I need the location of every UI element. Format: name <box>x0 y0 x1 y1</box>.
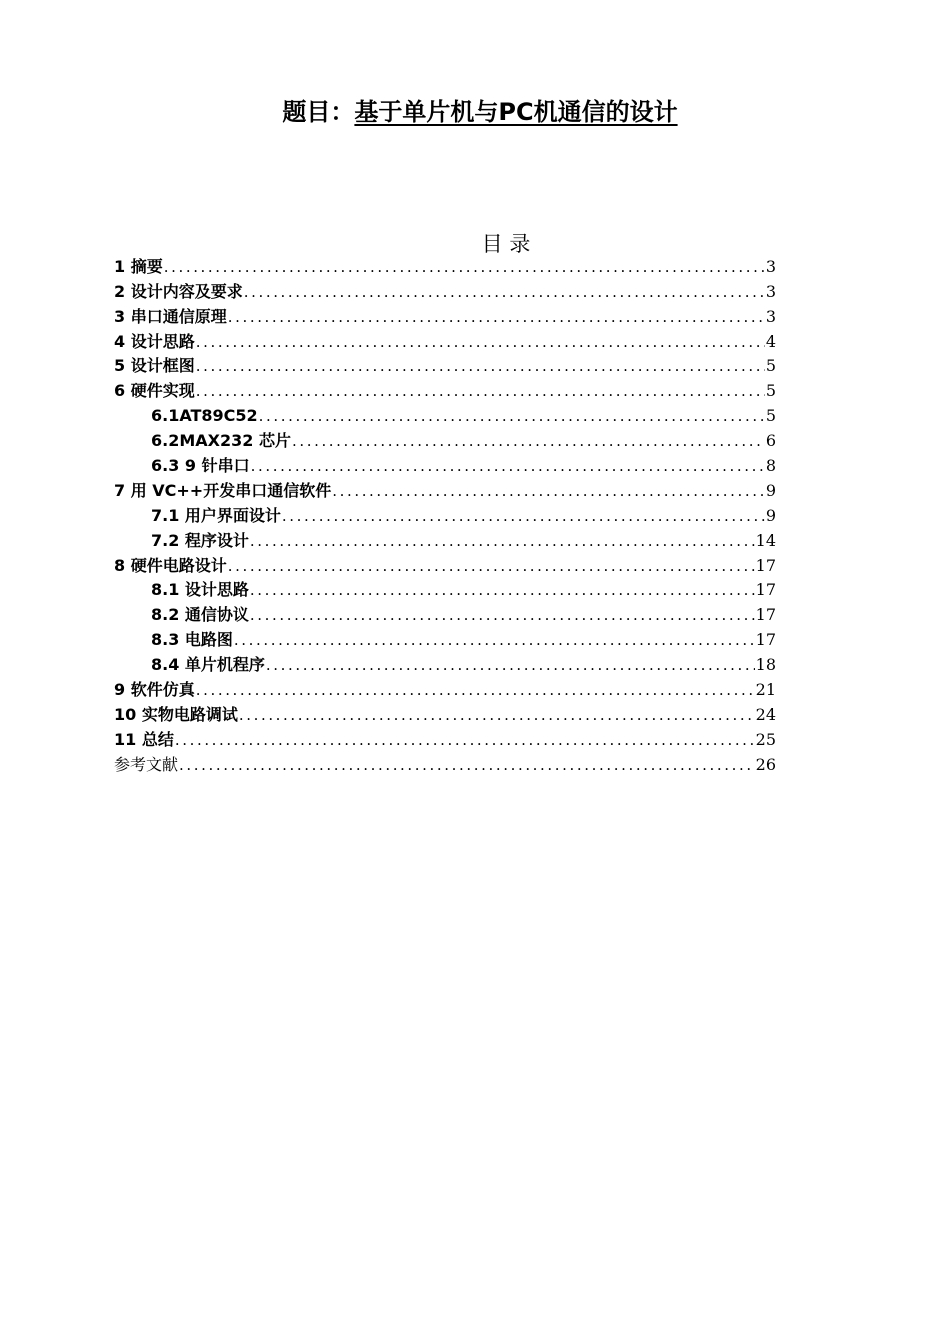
toc-dot-leader <box>228 554 755 578</box>
toc-entry-page: 17 <box>755 605 776 625</box>
toc-entry[interactable] <box>114 279 776 304</box>
toc-entry-label: 8 硬件电路设计 <box>114 555 227 575</box>
toc-entry-page: 3 <box>765 256 776 276</box>
toc-entry[interactable] <box>114 503 776 528</box>
toc-entry-page: 8 <box>765 456 776 476</box>
toc-entry-page: 18 <box>755 655 776 675</box>
toc-dot-leader <box>228 305 765 329</box>
toc-entry[interactable] <box>114 578 776 603</box>
toc-dot-leader <box>239 703 755 727</box>
toc-entry-label: 7 用 VC++开发串口通信软件 <box>114 480 332 500</box>
toc-entry[interactable] <box>114 627 776 652</box>
toc-dot-leader <box>332 479 765 503</box>
toc-entry[interactable] <box>114 602 776 627</box>
toc-heading: 目 录 <box>481 232 531 256</box>
title-subject: 基于单片机与PC机通信的设计 <box>354 98 678 126</box>
toc-entry[interactable] <box>114 677 776 702</box>
toc-entry-label: 6.1AT89C52 <box>151 406 258 426</box>
toc-entry-page: 9 <box>765 480 776 500</box>
toc-dot-leader <box>175 728 755 752</box>
toc-entry-label: 11 总结 <box>114 729 174 749</box>
toc-dot-leader <box>196 330 765 354</box>
toc-entry[interactable] <box>114 702 776 727</box>
title-prefix: 题目： <box>282 98 355 126</box>
toc-dot-leader <box>266 653 755 677</box>
toc-entry[interactable] <box>114 528 776 553</box>
toc-entry-page: 9 <box>765 505 776 525</box>
toc-entry[interactable] <box>114 378 776 403</box>
toc-entry-label: 2 设计内容及要求 <box>114 281 243 301</box>
toc-entry[interactable] <box>114 727 776 752</box>
toc-entry-page: 3 <box>765 281 776 301</box>
toc-entry-page: 6 <box>765 431 776 451</box>
toc-entry-page: 24 <box>755 704 776 724</box>
toc-dot-leader <box>234 628 755 652</box>
toc-entry-page: 4 <box>765 331 776 351</box>
toc-dot-leader <box>196 354 765 378</box>
toc-entry-label: 10 实物电路调试 <box>114 704 238 724</box>
toc-entry-label: 8.3 电路图 <box>151 630 233 650</box>
toc-entry[interactable] <box>114 428 776 453</box>
toc-dot-leader <box>179 753 755 777</box>
toc-entry-label: 5 设计框图 <box>114 356 195 376</box>
toc-entry-label: 8.4 单片机程序 <box>151 655 265 675</box>
toc-entry-label: 6.3 9 针串口 <box>151 456 250 476</box>
toc-entry-label: 9 软件仿真 <box>114 680 195 700</box>
toc-dot-leader <box>250 529 755 553</box>
toc-entry-label: 4 设计思路 <box>114 331 195 351</box>
toc-entry-label: 参考文献 <box>114 754 179 774</box>
toc-entry-page: 5 <box>765 356 776 376</box>
toc-entry-page: 5 <box>765 406 776 426</box>
toc-entry-label: 7.1 用户界面设计 <box>151 505 281 525</box>
toc-dot-leader <box>282 504 765 528</box>
toc-entry-label: 8.1 设计思路 <box>151 580 249 600</box>
toc-entry[interactable] <box>114 652 776 677</box>
toc-dot-leader <box>259 404 765 428</box>
toc-entry-label: 7.2 程序设计 <box>151 530 249 550</box>
table-of-contents <box>114 254 776 777</box>
toc-entry-page: 3 <box>765 306 776 326</box>
toc-entry[interactable] <box>114 403 776 428</box>
toc-dot-leader <box>244 280 765 304</box>
toc-entry-page: 25 <box>755 729 776 749</box>
toc-entry[interactable] <box>114 329 776 354</box>
toc-entry-page: 17 <box>755 580 776 600</box>
toc-entry-label: 6.2MAX232 芯片 <box>151 431 291 451</box>
toc-dot-leader <box>251 454 765 478</box>
toc-entry-label: 8.2 通信协议 <box>151 605 249 625</box>
toc-entry-label: 1 摘要 <box>114 256 163 276</box>
toc-entry[interactable] <box>114 354 776 379</box>
toc-entry-label: 6 硬件实现 <box>114 381 195 401</box>
toc-entry-label: 3 串口通信原理 <box>114 306 227 326</box>
toc-entry-page: 17 <box>755 630 776 650</box>
toc-dot-leader <box>196 379 765 403</box>
toc-entry[interactable] <box>114 752 776 777</box>
toc-dot-leader <box>250 578 755 602</box>
toc-entry[interactable] <box>114 478 776 503</box>
page-title <box>0 92 950 127</box>
toc-entry-page: 21 <box>755 680 776 700</box>
toc-entry-page: 17 <box>755 555 776 575</box>
toc-dot-leader <box>196 678 755 702</box>
toc-entry[interactable] <box>114 304 776 329</box>
toc-dot-leader <box>292 429 765 453</box>
toc-entry-page: 5 <box>765 381 776 401</box>
toc-dot-leader <box>250 603 755 627</box>
toc-entry[interactable] <box>114 553 776 578</box>
toc-entry-page: 14 <box>755 530 776 550</box>
toc-entry-page: 26 <box>755 754 776 774</box>
toc-entry[interactable] <box>114 453 776 478</box>
toc-dot-leader <box>164 255 765 279</box>
toc-entry[interactable] <box>114 254 776 279</box>
